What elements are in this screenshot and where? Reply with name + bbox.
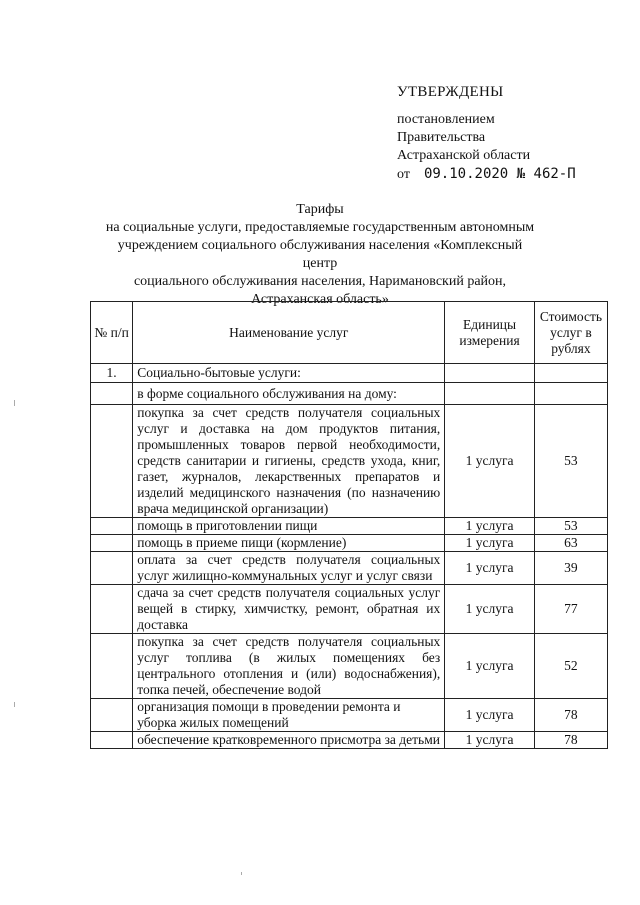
row-unit xyxy=(445,364,535,383)
row-no xyxy=(91,552,133,585)
row-unit xyxy=(445,383,535,405)
title-line-4: Астраханская область» xyxy=(251,292,389,307)
row-unit: 1 услуга xyxy=(445,699,535,732)
row-unit: 1 услуга xyxy=(445,585,535,634)
row-unit: 1 услуга xyxy=(445,732,535,749)
row-cost: 78 xyxy=(534,732,607,749)
table-row xyxy=(91,364,608,383)
row-name: в форме социального обслуживания на дому: xyxy=(133,383,445,405)
table-row xyxy=(91,383,608,405)
title-heading: Тарифы xyxy=(296,202,344,217)
approval-block xyxy=(397,84,617,184)
row-no xyxy=(91,383,133,405)
row-unit: 1 услуга xyxy=(445,552,535,585)
header-no: № п/п xyxy=(91,302,133,364)
row-cost: 53 xyxy=(534,405,607,518)
table-row xyxy=(91,518,608,535)
approval-line-3: Астраханской области xyxy=(397,148,531,163)
approval-date-number: 09.10.2020 № 462-П xyxy=(423,166,576,182)
approval-date-line xyxy=(397,165,617,184)
row-cost: 52 xyxy=(534,634,607,699)
row-name: оплата за счет средств получателя социальных услуг жилищно-коммунальных услуг и услуг связи xyxy=(133,552,445,585)
row-no: 1. xyxy=(91,364,133,383)
tariffs-table xyxy=(90,301,608,749)
table-row xyxy=(91,535,608,552)
table-header-row xyxy=(91,302,608,364)
row-name: помощь в приготовлении пищи xyxy=(133,518,445,535)
row-cost: 78 xyxy=(534,699,607,732)
table-row xyxy=(91,699,608,732)
row-no xyxy=(91,585,133,634)
row-name: организация помощи в проведении ремонта и уборка жилых помещений xyxy=(133,699,445,732)
header-cost: Стоимость услуг в рублях xyxy=(534,302,607,364)
row-cost: 39 xyxy=(534,552,607,585)
row-name: сдача за счет средств получателя социальных услуг вещей в стирку, химчистку, ремонт, обратная их доставка xyxy=(133,585,445,634)
row-name: покупка за счет средств получателя социальных услуг топлива (в жилых помещениях без центрального отопления и (или) водоснабжения), топка печей, обеспечение водой xyxy=(133,634,445,699)
row-unit: 1 услуга xyxy=(445,518,535,535)
row-unit: 1 услуга xyxy=(445,634,535,699)
row-no xyxy=(91,518,133,535)
row-name: Социально-бытовые услуги: xyxy=(133,364,445,383)
title-line-1: на социальные услуги, предоставляемые государственным автономным xyxy=(105,220,535,235)
row-cost xyxy=(534,383,607,405)
scan-speck xyxy=(14,400,15,406)
row-unit: 1 услуга xyxy=(445,535,535,552)
table-row xyxy=(91,405,608,518)
table-row xyxy=(91,552,608,585)
row-cost xyxy=(534,364,607,383)
approval-line-1: постановлением xyxy=(397,112,495,127)
row-no xyxy=(91,699,133,732)
scan-speck xyxy=(14,702,15,707)
row-no xyxy=(91,405,133,518)
row-name: покупка за счет средств получателя социальных услуг и доставка на дом продуктов питания, промышленных товаров первой необходимости, средств санитарии и гигиены, средств ухода, книг, газет, журналов, лекарственных препаратов и изделий медицинского назначения (по назначению врача медицинской организации) xyxy=(133,405,445,518)
row-cost: 77 xyxy=(534,585,607,634)
row-unit: 1 услуга xyxy=(445,405,535,518)
approval-date-prefix: от xyxy=(397,167,410,182)
scan-speck xyxy=(241,872,242,875)
row-no xyxy=(91,535,133,552)
row-name: помощь в приеме пищи (кормление) xyxy=(133,535,445,552)
row-cost: 53 xyxy=(534,518,607,535)
row-no xyxy=(91,732,133,749)
table-row xyxy=(91,585,608,634)
table-row xyxy=(91,634,608,699)
row-no xyxy=(91,634,133,699)
header-name: Наименование услуг xyxy=(133,302,445,364)
table-row xyxy=(91,732,608,749)
title-line-3: социального обслуживания населения, Наримановский район, xyxy=(133,274,507,289)
row-name: обеспечение кратковременного присмотра за детьми xyxy=(133,732,445,749)
approval-heading: УТВЕРЖДЕНЫ xyxy=(397,84,504,100)
row-cost: 63 xyxy=(534,535,607,552)
title-line-2: учреждением социального обслуживания населения «Комплексный центр xyxy=(117,238,523,271)
approval-line-2: Правительства xyxy=(397,130,486,145)
document-title xyxy=(105,201,535,309)
header-unit: Единицы измерения xyxy=(445,302,535,364)
